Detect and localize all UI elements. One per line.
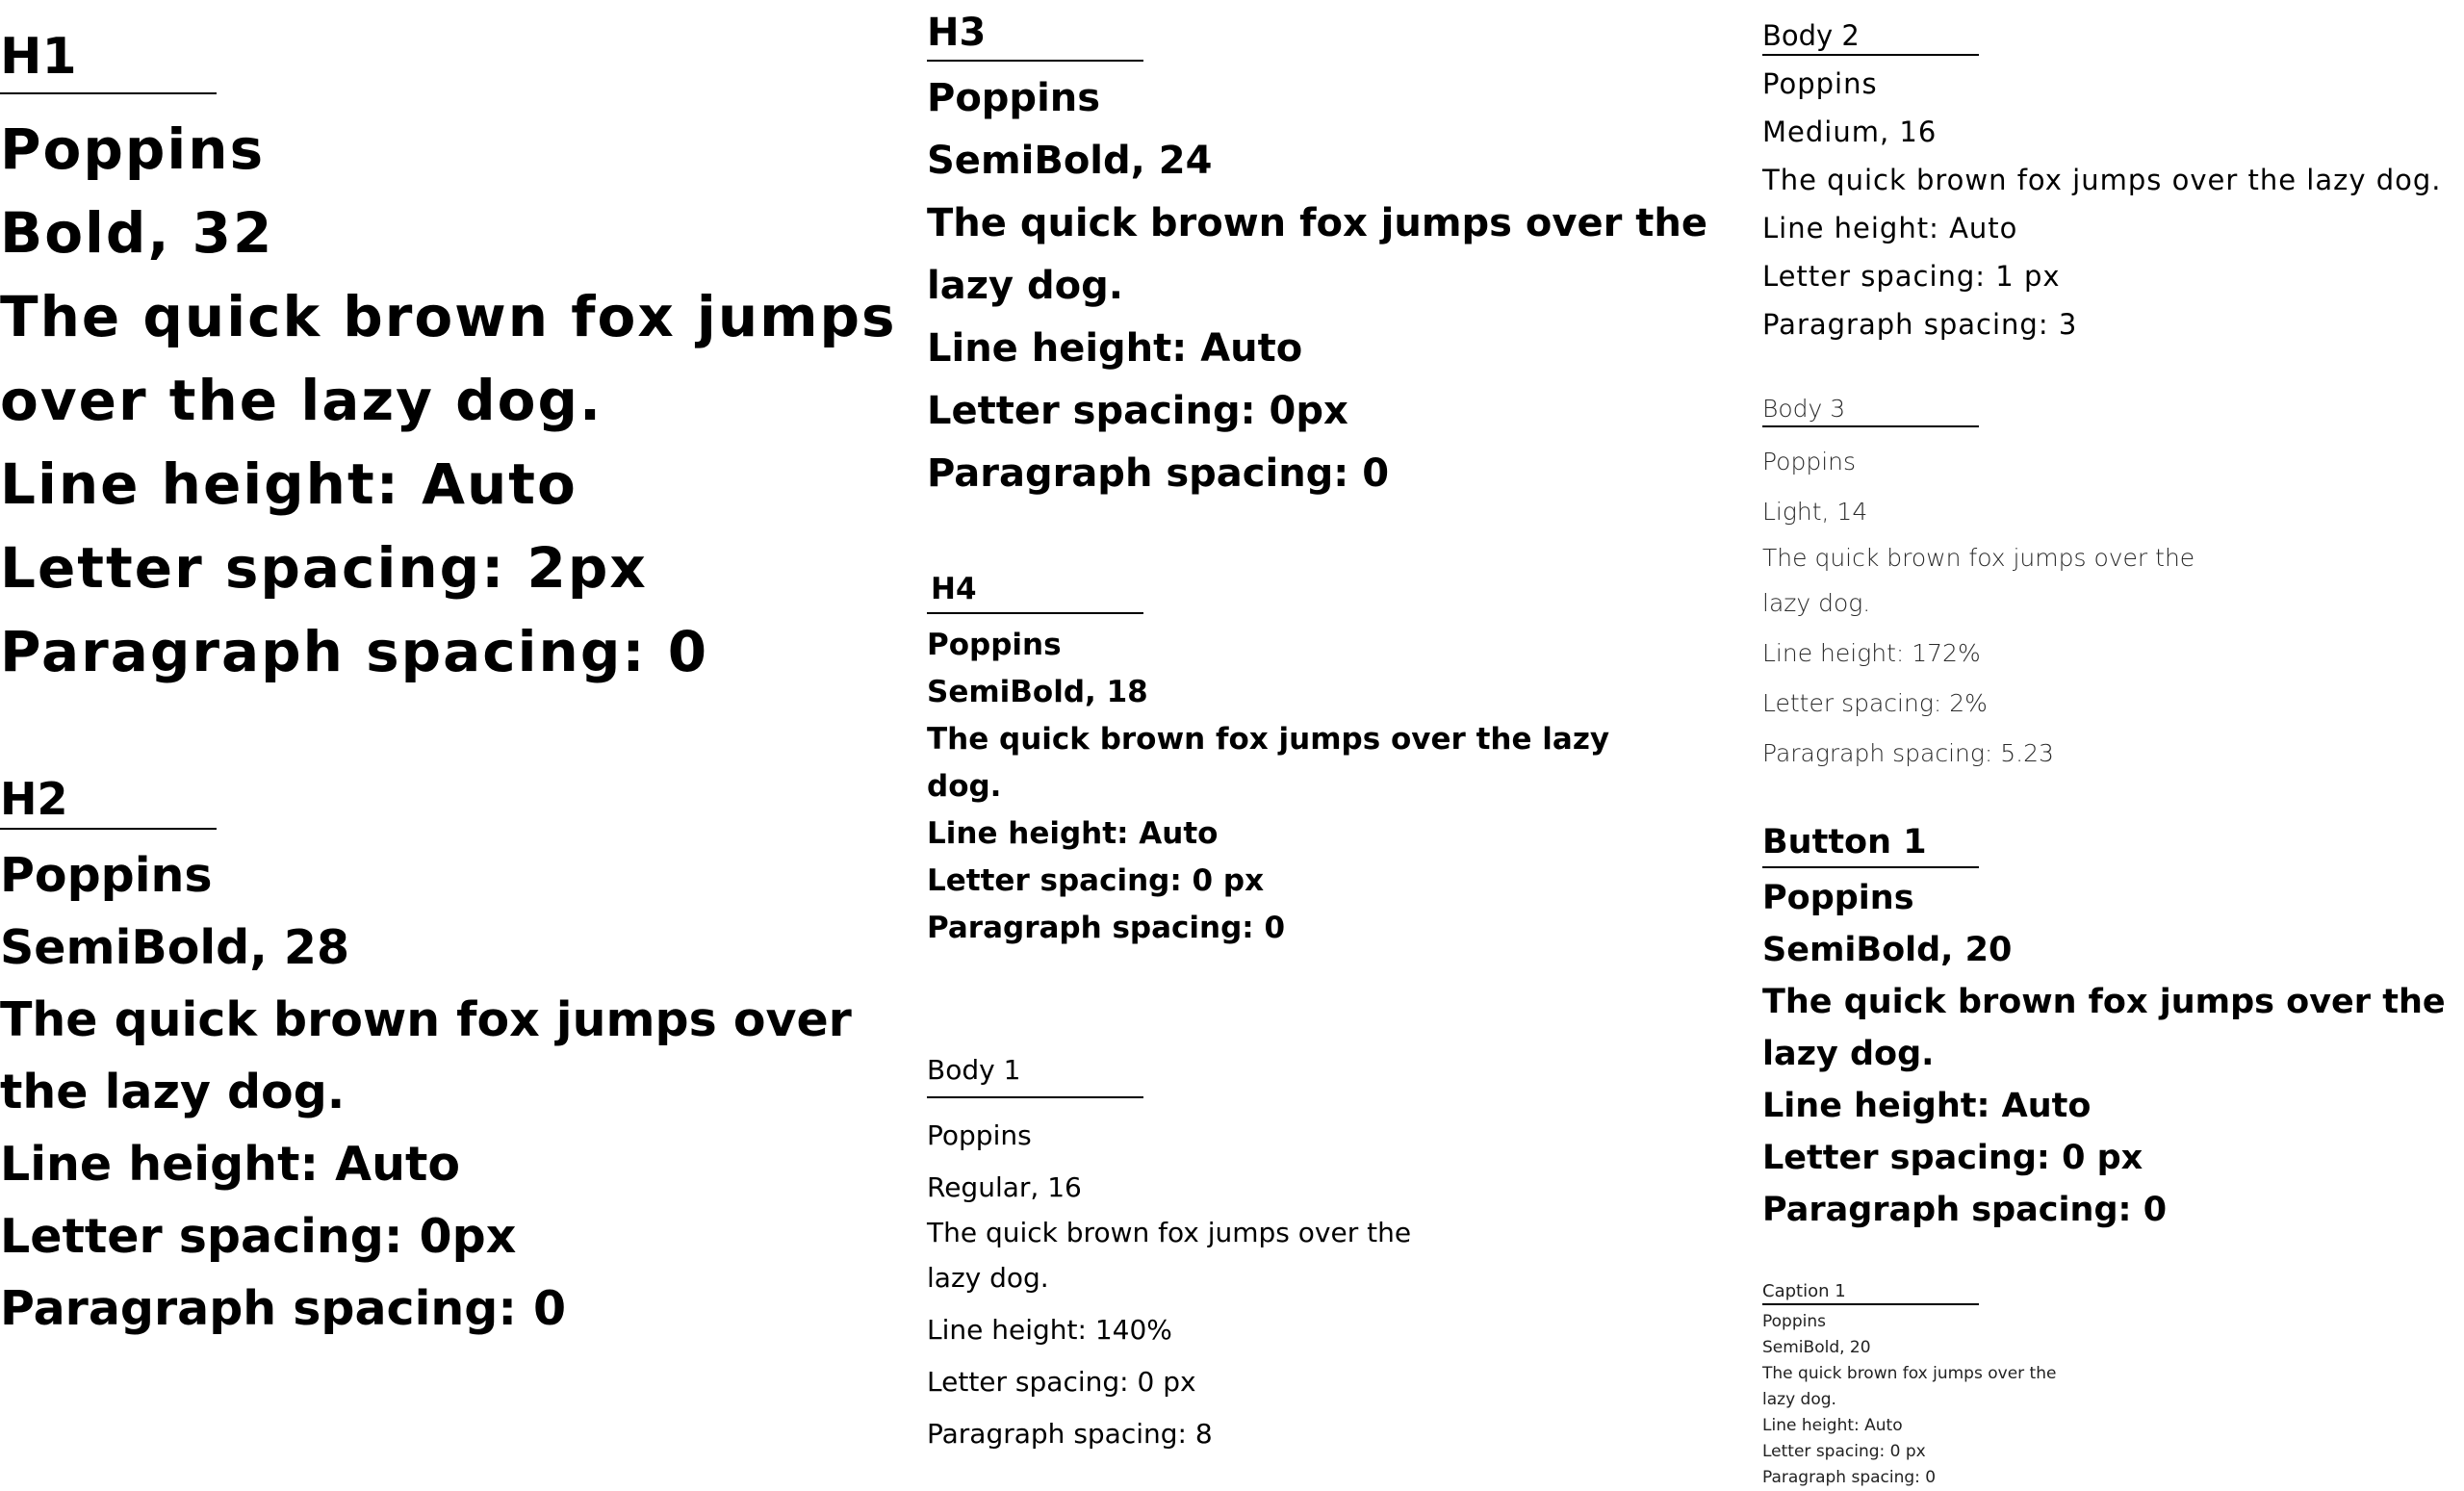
paragraph-spacing: Paragraph spacing: 3 [1762, 308, 2078, 341]
font-family: Poppins [927, 628, 1062, 662]
body2-style-spec [1762, 17, 2441, 348]
sample-text-line-1: The quick brown fox jumps over the lazy [927, 722, 1610, 757]
caption1-style-spec [1762, 1280, 2056, 1491]
font-family: Poppins [1762, 879, 1914, 917]
letter-spacing: Letter spacing: 1 px [1762, 260, 2061, 293]
font-family: Poppins [1762, 448, 1857, 476]
title-underline [1762, 1303, 1979, 1305]
style-name: H3 [927, 11, 987, 55]
sample-text-line-2: the lazy dog. [0, 1065, 346, 1119]
font-family: Poppins [927, 1119, 1032, 1151]
letter-spacing: Letter spacing: 0 px [1762, 1139, 2143, 1177]
font-weight-size: SemiBold, 24 [927, 139, 1213, 183]
h3-style-spec [927, 6, 1707, 505]
paragraph-spacing: Paragraph spacing: 0 [1762, 1468, 1937, 1487]
sample-text-line-2: lazy dog. [927, 1262, 1049, 1294]
title-underline [1762, 425, 1979, 427]
letter-spacing: Letter spacing: 2% [1762, 689, 1988, 717]
title-underline [927, 60, 1143, 62]
sample-text-line-2: lazy dog. [927, 264, 1123, 308]
font-weight-size: Bold, 32 [0, 200, 274, 266]
sample-text-line-2: lazy dog. [1762, 1390, 1836, 1409]
title-underline [1762, 54, 1979, 56]
style-name: Caption 1 [1762, 1281, 1846, 1301]
font-family: Poppins [0, 848, 213, 903]
font-weight-size: Light, 14 [1762, 498, 1868, 526]
sample-text-line-2: lazy dog. [1762, 589, 1871, 617]
paragraph-spacing: Paragraph spacing: 5.23 [1762, 739, 2054, 767]
h4-style-spec [927, 566, 1609, 952]
style-name: Body 3 [1762, 395, 1846, 423]
font-family: Poppins [0, 116, 266, 182]
body3-style-spec [1762, 393, 2194, 779]
sample-text-line-2: lazy dog. [1762, 1035, 1935, 1073]
sample-text-line-1: The quick brown fox jumps [0, 284, 897, 349]
line-height: Line height: Auto [927, 816, 1219, 851]
font-weight-size: Medium, 16 [1762, 116, 1938, 148]
font-weight-size: Regular, 16 [927, 1171, 1082, 1203]
line-height: Line height: Auto [0, 1137, 461, 1192]
font-weight-size: SemiBold, 18 [927, 675, 1148, 709]
letter-spacing: Letter spacing: 0px [927, 389, 1348, 433]
line-height: Line height: Auto [1762, 1087, 2092, 1125]
letter-spacing: Letter spacing: 0 px [927, 863, 1265, 898]
letter-spacing: Letter spacing: 0px [0, 1209, 517, 1264]
sample-text-line-2: over the lazy dog. [0, 368, 603, 433]
sample-text-line-2: dog. [927, 769, 1002, 804]
sample-text-line-1: The quick brown fox jumps over the [1762, 983, 2446, 1021]
letter-spacing: Letter spacing: 0 px [927, 1366, 1196, 1398]
sample-text-line-1: The quick brown fox jumps over the [927, 201, 1707, 245]
font-weight-size: SemiBold, 28 [0, 920, 350, 975]
line-height: Line height: Auto [1762, 212, 2018, 244]
line-height: Line height: Auto [0, 451, 578, 517]
style-name: H4 [931, 572, 977, 606]
letter-spacing: Letter spacing: 0 px [1762, 1442, 1926, 1461]
button1-style-spec [1762, 818, 2446, 1236]
paragraph-spacing: Paragraph spacing: 0 [927, 451, 1390, 496]
style-name: H2 [0, 773, 68, 825]
sample-text-line-1: The quick brown fox jumps over the [927, 1217, 1412, 1248]
paragraph-spacing: Paragraph spacing: 0 [1762, 1191, 2168, 1229]
sample-text-line-1: The quick brown fox jumps over the [1762, 544, 2195, 572]
style-name: Body 1 [927, 1054, 1021, 1086]
paragraph-spacing: Paragraph spacing: 0 [0, 619, 709, 684]
paragraph-spacing: Paragraph spacing: 0 [0, 1281, 567, 1336]
font-family: Poppins [927, 76, 1101, 120]
title-underline [927, 612, 1143, 614]
h1-style-spec [0, 21, 897, 694]
h2-style-spec [0, 770, 852, 1345]
paragraph-spacing: Paragraph spacing: 8 [927, 1418, 1213, 1450]
title-underline [0, 828, 217, 830]
paragraph-spacing: Paragraph spacing: 0 [927, 911, 1286, 945]
sample-text-line-1: The quick brown fox jumps over the [1762, 1364, 2057, 1383]
font-weight-size: SemiBold, 20 [1762, 931, 2013, 969]
title-underline [1762, 866, 1979, 868]
style-name: Button 1 [1762, 823, 1927, 861]
line-height: Line height: 172% [1762, 639, 1981, 667]
body1-style-spec [927, 1044, 1411, 1460]
title-underline [927, 1096, 1143, 1098]
style-name: H1 [0, 28, 77, 86]
line-height: Line height: 140% [927, 1314, 1172, 1346]
line-height: Line height: Auto [927, 326, 1303, 371]
title-underline [0, 92, 217, 94]
sample-text: The quick brown fox jumps over the lazy dog. [1762, 164, 2442, 196]
sample-text-line-1: The quick brown fox jumps over [0, 992, 852, 1047]
font-weight-size: SemiBold, 20 [1762, 1338, 1871, 1357]
line-height: Line height: Auto [1762, 1416, 1903, 1435]
letter-spacing: Letter spacing: 2px [0, 535, 648, 601]
font-family: Poppins [1762, 1312, 1826, 1331]
style-name: Body 2 [1762, 19, 1860, 52]
font-family: Poppins [1762, 67, 1878, 100]
